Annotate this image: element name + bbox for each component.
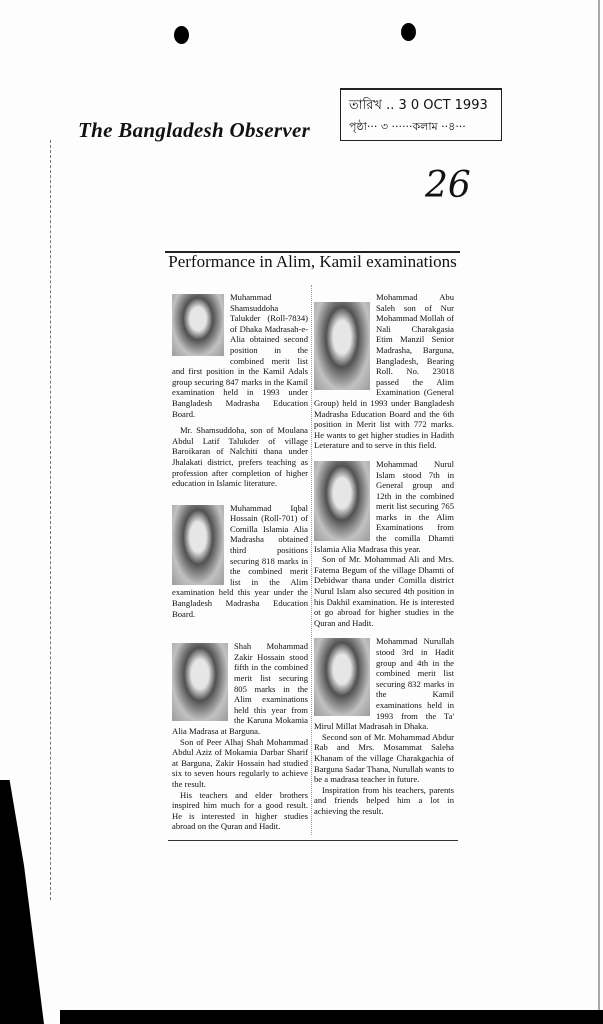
portrait-photo [172, 505, 224, 585]
profile-abu-saleh [314, 292, 454, 451]
right-column [314, 292, 454, 825]
stamp-page: ৩ [380, 120, 388, 133]
article-paragraph: Mohammad Nurullah stood 3rd in Hadit group and 4th in the combined merit list securing 832 marks in the Kamil examinations held in 1993 from the Ta' Mirul Millat Madrasah in Dhaka. [314, 636, 454, 732]
article-paragraph: Son of Mr. Mohammad Ali and Mrs. Fatema Begum of the village Dhamti of Debidwar thana under Comilla district Nurul Islam also secured 4th position in his Dakhil examination. He is interested ot go abroad for higher studies in the Quran and Hadit. [314, 554, 454, 628]
article-paragraph: Second son of Mr. Mohammad Abdur Rab and Mrs. Mosammat Saleha Khanam of the village Charakgachia of Barguna Sadar Thana, Nurullah wants to be a madrasa teacher in future. [314, 731, 454, 785]
stamp-page-label: পৃষ্ঠা [349, 120, 367, 133]
profile-shamsuddoha [172, 292, 308, 489]
article-paragraph: Muhammad Iqbal Hossain (Roll-701) of Comilla Islamia Alia Madrasha obtained third positions securing 818 marks in the combined merit list in the Alim examination held this year under the Bangladesh Madrasha Education Board. [172, 502, 308, 619]
portrait-photo [314, 302, 370, 390]
scan-shadow-bottom [60, 1010, 603, 1024]
article-paragraph: Mr. Shamsuddoha, son of Moulana Abdul Latif Talukder of village Baroikaran of Nalchiti thana under Jhalakati district, prefers teaching as profession after completion of higher education in Islamic literature. [172, 425, 308, 489]
article-paragraph: Shah Mohammad Zakir Hossain stood fifth in the combined merit list securing 805 marks in the Alim examinations held this year from the Karuna Mokamia Alia Madrasa at Barguna. [172, 641, 308, 736]
margin-line [50, 140, 51, 900]
portrait-photo [314, 461, 370, 541]
date-stamp: তারিখ .. 3 0 OCT 1993 পৃষ্ঠা··· ৩ ······কলাম ··৪··· [340, 88, 502, 141]
article-paragraph: Muhammad Shamsuddoha Talukder (Roll-7834) of Dhaka Madrasah-e-Alia obtained second position in the combined merit list and first position in the Kamil Adals group securing 847 marks in the Kamil examination held in 1993 under Bangladesh Madrasha Education Board. [172, 292, 308, 419]
punch-hole [174, 26, 189, 44]
stamp-date-label: তারিখ [349, 98, 382, 113]
stamp-date: 3 0 OCT 1993 [398, 98, 488, 113]
article-paragraph: His teachers and elder brothers inspired him much for a good result. He is interested in higher studies abroad on the Quran and Hadit. [172, 789, 308, 832]
stamp-column-label: কলাম [412, 120, 438, 133]
portrait-photo [172, 643, 228, 721]
handwritten-number: 26 [425, 165, 471, 206]
article-paragraph: Inspiration from his teachers, parents and friends helped him a lot in achieving the result. [314, 784, 454, 816]
newspaper-masthead: The Bangladesh Observer [78, 118, 311, 142]
portrait-photo [314, 638, 370, 716]
punch-hole [401, 23, 416, 41]
profile-iqbal [172, 503, 308, 620]
profile-nurullah [314, 636, 454, 816]
profile-nurul-islam [314, 459, 454, 629]
article-headline: Performance in Alim, Kamil examinations [168, 252, 457, 271]
article-paragraph: Son of Peer Alhaj Shah Mohammad Abdul Aziz of Mokamia Darbar Sharif at Barguna, Zakir Hossain had studied six to seven hours regularly to achieve the result. [172, 736, 308, 789]
article-paragraph: Mohammad Nurul Islam stood 7th in General group and 12th in the combined merit list securing 765 marks in the Alim Examinations from the comilla Dhamti Islamia Alia Madrasa this year. [314, 458, 454, 554]
article-paragraph: Mohammad Abu Saleh son of Nur Mohammad Mollah of Nali Charakgasia Etim Manzil Senior Madrasha, Barguna, Bangladesh, Bearing Roll. No. 23018 passed the Alim Examination (General Group) held in 1993 under Bangladesh Madrasha Education Board and the 6th position in Merit list with 772 marks. He wants to get higher studies in Hadith Leterature and to serve in this field. [314, 292, 454, 451]
stamp-column: ৪ [448, 120, 456, 133]
column-divider [311, 285, 312, 835]
article-bottom-rule [168, 840, 458, 841]
scan-shadow [0, 780, 80, 1024]
profile-zakir [172, 641, 308, 832]
portrait-photo [172, 294, 224, 356]
left-column [172, 292, 308, 840]
page-edge [598, 0, 600, 1024]
